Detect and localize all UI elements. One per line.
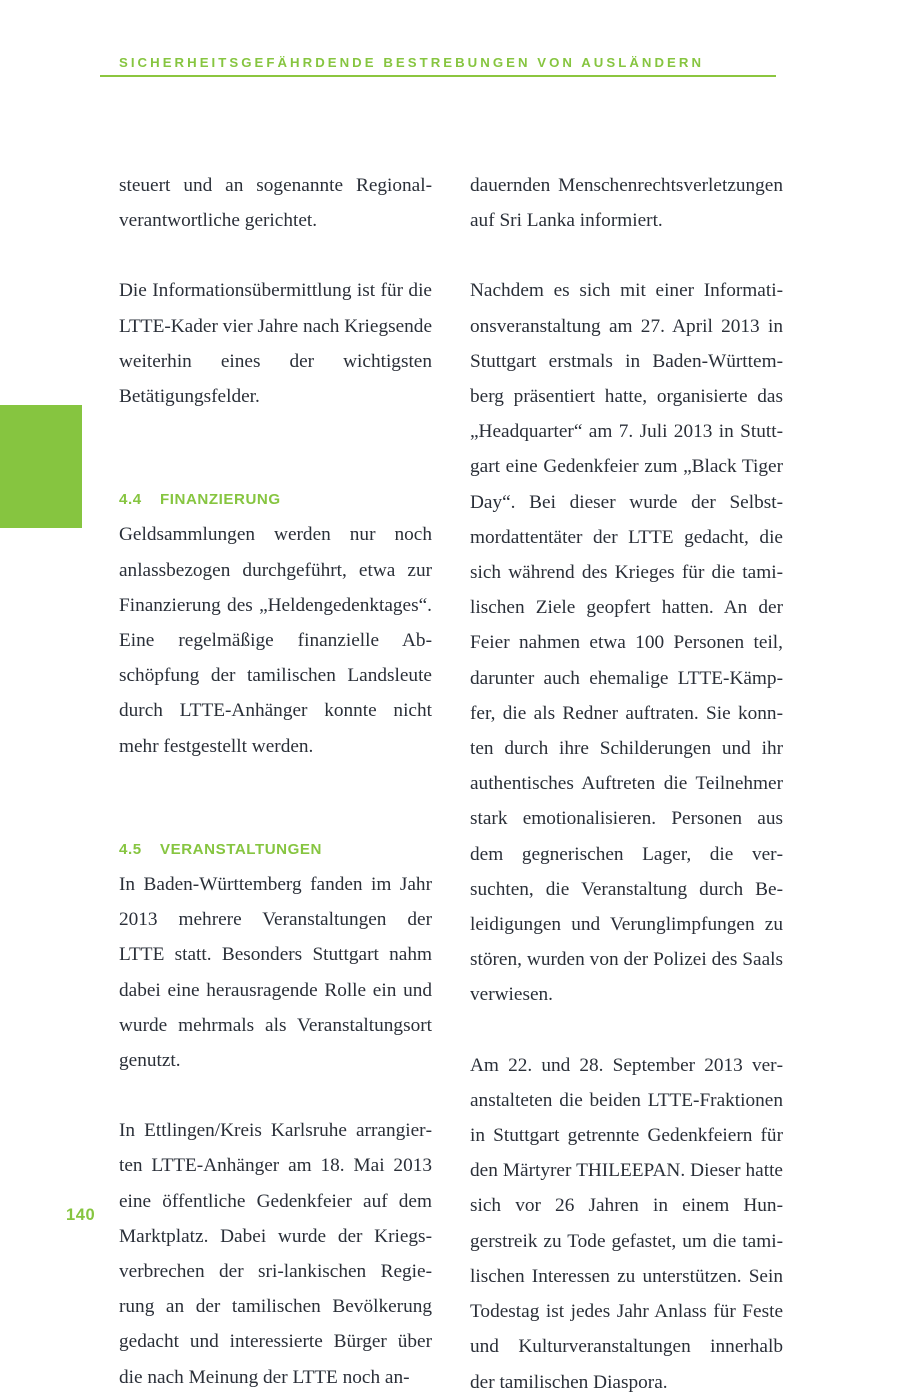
- paragraph: Geldsammlungen werden nur noch anlassbezogen durchgeführt, etwa zur Finanzierung des „Heldengedenktages“. Eine regelmäßige finanzielle Abschöpfung der tamilischen Landsleute durch LTTE-Anhänger konnte nicht mehr festgestellt werden.: [119, 524, 432, 757]
- section-title: VERANSTALTUNGEN: [160, 840, 322, 858]
- running-header-title: SICHERHEITSGEFÄHRDENDE BESTREBUNGEN VON AUSLÄNDERN: [119, 55, 705, 70]
- paragraph: In Baden-Württemberg fanden im Jahr 2013 mehrere Veranstaltungen der LTTE statt. Besonders Stuttgart nahm dabei eine herausragende Rolle ein und wurde mehrmals als Veranstaltungsort genutzt.: [119, 874, 432, 1072]
- chapter-thumb-tab: [0, 405, 82, 528]
- section-number: 4.4: [119, 491, 142, 509]
- paragraph: Nachdem es sich mit einer Informationsveranstaltung am 27. April 2013 in Stuttgart erstmals in Baden-Württemberg präsentiert hatte, organisierte das „Headquarter“ am 7. Juli 2013 in Stuttgart eine Gedenkfeier zum „Black Tiger Day“. Bei dieser wurde der Selbstmordattentäter der LTTE gedacht, die sich während des Krieges für die tamilischen Ziele geopfert hatten. An der Feier nahmen etwa 100 Personen teil, darunter auch ehemalige LTTE-Kämpfer, die als Redner auftraten. Sie konnten durch ihre Schilderungen und ihr authentisches Auftreten die Teilnehmer stark emotionalisieren. Personen aus dem gegnerischen Lager, die versuchten, die Veranstaltung durch Beleidigungen und Verunglimpfungen zu stören, wurden von der Polizei des Saals verwiesen.: [470, 280, 783, 1006]
- section-number: 4.5: [119, 840, 142, 858]
- section-4-5: [119, 832, 432, 1395]
- running-header-rule: [100, 75, 776, 77]
- section-4-4: [119, 482, 432, 764]
- right-column: [470, 168, 783, 1400]
- left-column: [119, 168, 432, 1400]
- paragraph: Am 22. und 28. September 2013 veranstalteten die beiden LTTE-Fraktionen in Stuttgart getrennte Gedenkfeiern für den Märtyrer THILEEPAN. Dieser hatte sich vor 26 Jahren in einem Hungerstreik zu Tode gefastet, um die tamilischen Interessen zu unterstützen. Sein Todestag ist jedes Jahr Anlass für Feste und Kulturveranstaltungen innerhalb der tamilischen Diaspora.: [470, 1054, 783, 1393]
- section-heading-4-4: [119, 482, 432, 517]
- paragraph: Die Informationsübermittlung ist für die LTTE-Kader vier Jahre nach Kriegsende weiterhin eines der wichtigsten Betätigungsfelder.: [119, 280, 432, 408]
- paragraph: In Ettlingen/Kreis Karlsruhe arrangierten LTTE-Anhänger am 18. Mai 2013 eine öffentliche Gedenkfeier auf dem Marktplatz. Dabei wurde der Kriegsverbrechen der sri-lankischen Regierung an der tamilischen Bevölkerung gedacht und interessierte Bürger über die nach Meinung der LTTE noch an-: [119, 1120, 432, 1388]
- section-title: FINANZIERUNG: [160, 491, 281, 509]
- text-body: [119, 168, 783, 1400]
- paragraph: steuert und an sogenannte Regionalverantwortliche gerichtet.: [119, 175, 432, 232]
- section-heading-4-5: [119, 832, 432, 867]
- paragraph: dauernden Menschenrechtsverletzungen auf Sri Lanka informiert.: [470, 175, 783, 232]
- page-number: 140: [66, 1206, 96, 1224]
- running-header: [100, 55, 776, 77]
